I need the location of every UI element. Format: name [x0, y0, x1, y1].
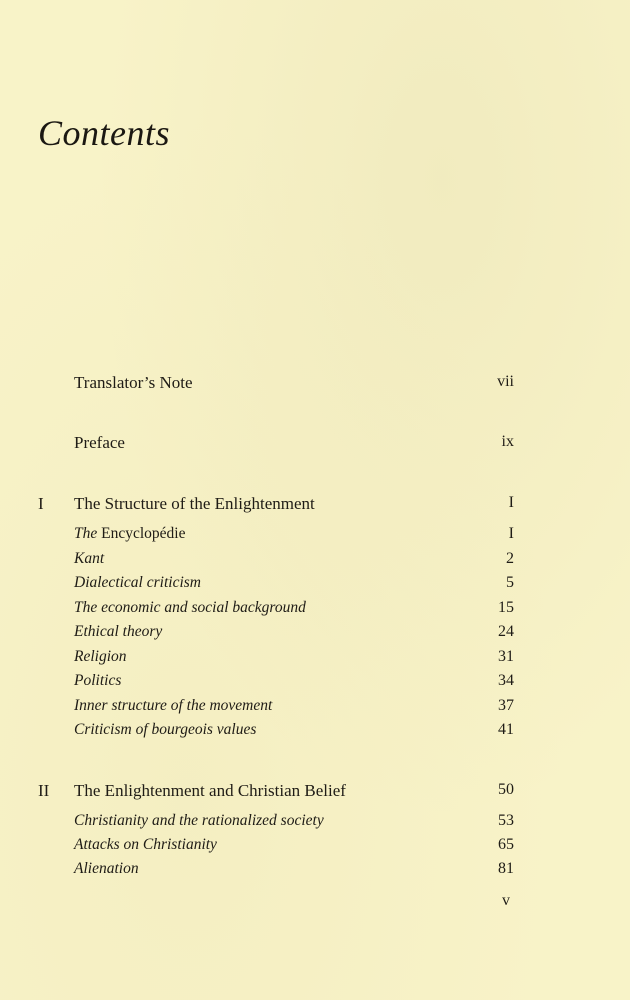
toc-entry-label: Kant — [74, 550, 105, 567]
chapter-number: I — [38, 494, 44, 513]
toc-subentry-alienation — [0, 860, 630, 884]
toc-entry-page: vii — [497, 373, 514, 390]
toc-entry-page: 41 — [498, 721, 514, 738]
chapter-number: II — [38, 781, 50, 800]
page-title: Contents — [38, 113, 171, 153]
toc-chapter-1 — [0, 494, 630, 518]
toc-entry-page: 24 — [498, 623, 514, 640]
toc-entry-page: 53 — [498, 812, 514, 829]
toc-entry-label: The Enlightenment and Christian Belief — [74, 781, 346, 800]
toc-entry-label: The Structure of the Enlightenment — [74, 494, 315, 513]
toc-entry-label: Christianity and the rationalized society — [74, 812, 324, 829]
toc-entry-label: Preface — [74, 433, 125, 452]
toc-subentry-ethical-theory — [0, 623, 630, 647]
toc-entry-page: 34 — [498, 672, 514, 689]
page-number: v — [502, 892, 510, 909]
toc-entry-label: The economic and social background — [74, 599, 306, 616]
toc-entry-label-roman-part: Encyclopédie — [97, 525, 186, 542]
toc-entry-label: Religion — [74, 648, 127, 665]
toc-entry-page: I — [508, 525, 514, 542]
toc-entry-page: 65 — [498, 836, 514, 853]
toc-entry-page: 31 — [498, 648, 514, 665]
toc-subentry-religion — [0, 648, 630, 672]
toc-subentry-dialectical-criticism — [0, 574, 630, 598]
toc-subentry-inner-structure — [0, 697, 630, 721]
toc-entry-page: 37 — [498, 697, 514, 714]
toc-entry-page: 15 — [498, 599, 514, 616]
toc-subentry-bourgeois-values — [0, 721, 630, 745]
toc-entry-label: Ethical theory — [74, 623, 163, 640]
toc-entry-label: Translator’s Note — [74, 373, 193, 392]
toc-entry-label: Alienation — [74, 860, 139, 877]
toc-entry-label: Inner structure of the movement — [74, 697, 273, 714]
toc-entry-label: Criticism of bourgeois values — [74, 721, 257, 738]
toc-chapter-2 — [0, 781, 630, 805]
toc-entry-label: Dialectical criticism — [74, 574, 201, 591]
toc-subentry-rationalized-society — [0, 812, 630, 836]
toc-entry-label: Attacks on Christianity — [74, 836, 217, 853]
toc-entry-label: Politics — [74, 672, 122, 689]
toc-subentry-kant — [0, 550, 630, 574]
toc-subentry-politics — [0, 672, 630, 696]
toc-entry-page: 50 — [498, 781, 514, 798]
toc-entry-page: ix — [501, 433, 514, 450]
toc-entry-page: I — [508, 494, 514, 511]
toc-entry-page: 5 — [506, 574, 514, 591]
toc-entry-preface — [0, 433, 630, 457]
toc-entry-page: 81 — [498, 860, 514, 877]
toc-entry-translators-note — [0, 373, 630, 397]
toc-subentry-attacks-on-christianity — [0, 836, 630, 860]
toc-entry-label-italic-part: The — [74, 525, 98, 542]
toc-subentry-economic-background — [0, 599, 630, 623]
toc-subentry-encyclopedie — [0, 525, 630, 549]
toc-entry-label — [74, 525, 185, 543]
toc-entry-page: 2 — [506, 550, 514, 567]
